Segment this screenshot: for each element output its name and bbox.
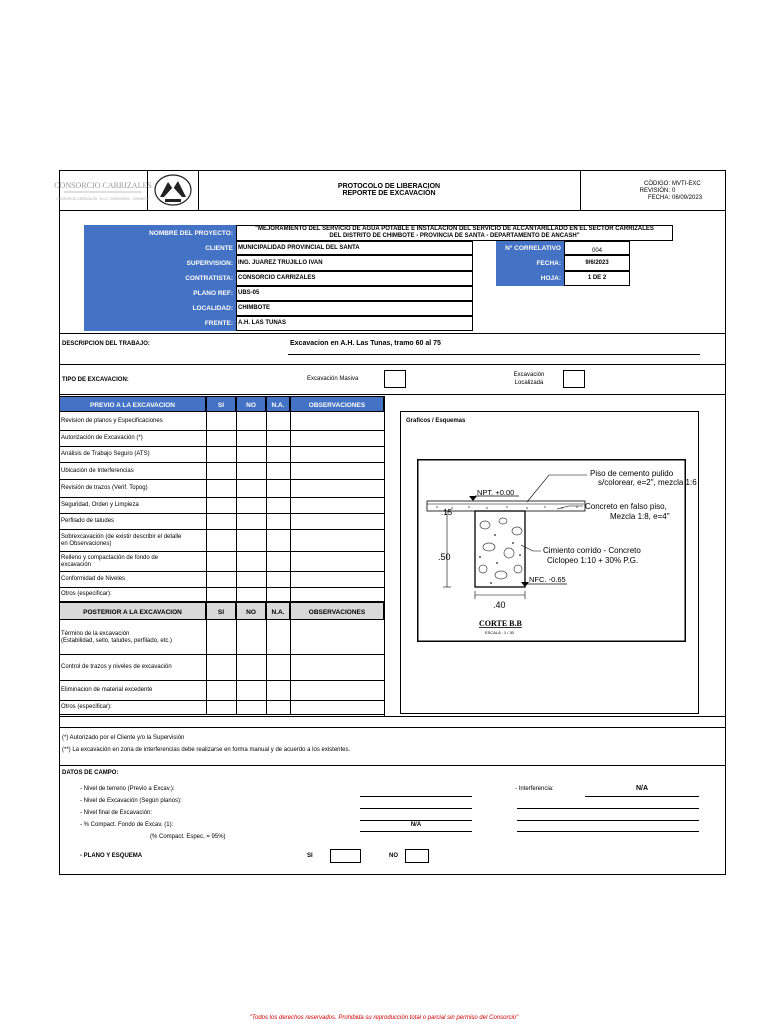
note-2: (**) La excavación en zona de interferencias debe realizarse en forma manual y de acuerdo a los existentes. <box>62 747 351 753</box>
previo-cell-obs[interactable] <box>291 480 383 496</box>
posterior-row-label: Control de trazos y niveles de excavación <box>61 664 172 670</box>
previo-cell-si[interactable] <box>207 514 235 528</box>
corte-title: CORTE B.B <box>479 619 522 628</box>
previo-row-label: Revision de planos y Especificaciones <box>61 418 163 424</box>
municipal-seal-icon <box>152 173 194 207</box>
correlativo-value: 004 <box>591 248 602 254</box>
posterior-header-si: SI <box>206 602 236 620</box>
previo-cell-obs[interactable] <box>291 498 383 512</box>
posterior-cell-si[interactable] <box>207 655 235 679</box>
project-fecha-value: 9/6/2023 <box>585 260 609 266</box>
campo-nivel-excavacion: - Nivel de Excavación (Según planos): <box>80 798 182 804</box>
plano-no-label: NO <box>389 853 398 859</box>
posterior-cell-si[interactable] <box>207 681 235 699</box>
contratista-label: CONTRATISTA: <box>84 271 236 286</box>
posterior-cell-na[interactable] <box>267 621 289 653</box>
previo-cell-si[interactable] <box>207 463 235 478</box>
company-logo <box>54 176 152 206</box>
header-fecha-value: 06/09/2023 <box>672 195 703 201</box>
previo-cell-obs[interactable] <box>291 530 383 550</box>
codigo-label: CÓDIGO: <box>643 181 670 187</box>
previo-cell-no[interactable] <box>237 413 265 429</box>
previo-row-label: Autorización de Excavación (*) <box>61 435 143 441</box>
previo-cell-si[interactable] <box>207 498 235 512</box>
hoja-label: HOJA: <box>496 271 564 286</box>
logo-text: CONSORCIO CARRIZALES <box>54 181 152 190</box>
plano-label: PLANO REF: <box>84 286 236 301</box>
previo-row-label: en Observaciones) <box>61 540 112 547</box>
posterior-cell-obs[interactable] <box>291 681 383 699</box>
posterior-cell-si[interactable] <box>207 701 235 713</box>
previo-cell-na[interactable] <box>267 530 289 550</box>
previo-cell-obs[interactable] <box>291 447 383 461</box>
form-title: PROTOCOLO DE LIBERACION <box>337 183 441 190</box>
posterior-cell-no[interactable] <box>237 681 265 699</box>
posterior-cell-si[interactable] <box>207 621 235 653</box>
posterior-header-na: N.A. <box>266 602 290 620</box>
previo-cell-si[interactable] <box>207 413 235 429</box>
contratista-value: CONSORCIO CARRIZALES <box>238 275 316 281</box>
nombre-proyecto-label: NOMBRE DEL PROYECTO: <box>84 225 236 241</box>
previo-row-label: Otros (especificar): <box>61 591 112 597</box>
posterior-cell-obs[interactable] <box>291 621 383 653</box>
dim-15-text: .15 <box>441 508 453 517</box>
previo-row-label: Conformidad de Niveles <box>61 576 126 582</box>
header-fecha-label: FECHA: <box>647 195 670 201</box>
concreto-text-2: Mezcla 1:8, e=4" <box>610 512 670 521</box>
posterior-cell-no[interactable] <box>237 621 265 653</box>
previo-cell-no[interactable] <box>237 514 265 528</box>
previo-cell-si[interactable] <box>207 572 235 586</box>
posterior-header-item: POSTERIOR A LA EXCAVACION <box>59 602 206 620</box>
previo-cell-obs[interactable] <box>291 413 383 429</box>
previo-cell-no[interactable] <box>237 552 265 570</box>
posterior-cell-na[interactable] <box>267 681 289 699</box>
cimiento-text-1: Cimiento corrido - Concreto <box>543 546 641 555</box>
cliente-value: MUNICIPALIDAD PROVINCIAL DEL SANTA <box>238 245 360 251</box>
previo-header-item: PREVIO A LA EXCAVACION <box>59 396 206 412</box>
previo-cell-no[interactable] <box>237 480 265 496</box>
previo-cell-obs[interactable] <box>291 463 383 478</box>
posterior-cell-obs[interactable] <box>291 701 383 713</box>
previo-cell-no[interactable] <box>237 447 265 461</box>
npt-text: NPT. +0.00 <box>477 488 515 497</box>
previo-cell-si[interactable] <box>207 447 235 461</box>
localidad-label: LOCALIDAD: <box>84 301 236 316</box>
frente-label: FRENTE: <box>84 316 236 331</box>
project-fecha-label: FECHA: <box>496 255 564 271</box>
posterior-cell-na[interactable] <box>267 655 289 679</box>
previo-row-label: Análisis de Trabajo Seguro (ATS) <box>61 451 150 457</box>
posterior-row-label: Eliminacion de material excedente <box>61 687 153 693</box>
row-divider <box>59 714 384 715</box>
previo-cell-obs[interactable] <box>291 588 383 600</box>
posterior-cell-obs[interactable] <box>291 655 383 679</box>
corte-bb-drawing <box>417 459 697 642</box>
previo-cell-na[interactable] <box>267 498 289 512</box>
footer-disclaimer: "Todos los derechos reservados. Prohibida su reproducción total o parcial sin permiso del Consorcio" <box>249 1015 519 1021</box>
form-subtitle: REPORTE DE EXCAVACIÓN <box>342 190 436 197</box>
logo-subtext: CONSORCIO CARRIZALES · R.U.C. 20000000000 · CHIMBOTE <box>56 197 150 201</box>
revision-label: REVISIÓN: <box>639 188 670 194</box>
plano-si-label: SI <box>307 853 313 859</box>
interferencia-label: - Interferencia: <box>515 786 554 792</box>
previo-cell-obs[interactable] <box>291 552 383 570</box>
nfc-text: NFC. -0.65 <box>529 575 566 584</box>
previo-cell-no[interactable] <box>237 498 265 512</box>
descripcion-value: Excavacion en A.H. Las Tunas, tramo 60 al 75 <box>290 340 441 347</box>
previo-cell-si[interactable] <box>207 552 235 570</box>
previo-header-observaciones: OBSERVACIONES <box>290 396 384 412</box>
plano-esquema-label: - PLANO Y ESQUEMA <box>80 853 143 859</box>
posterior-row-label: Término de la excavación <box>61 630 130 637</box>
revision-value: 0 <box>672 188 676 194</box>
masiva-checkbox[interactable] <box>384 370 406 388</box>
campo-compact-espec: (% Compact. Espec. = 95%) <box>150 834 226 840</box>
piso-text-1: Piso de cemento pulido <box>590 469 674 478</box>
previo-cell-na[interactable] <box>267 447 289 461</box>
nombre-proyecto-line2: DEL DISTRITO DE CHIMBOTE - PROVINCIA DE SANTA - DEPARTAMENTO DE ANCASH" <box>329 233 580 239</box>
corte-escala: ESCALA : 1 / 30 <box>485 630 514 635</box>
previo-cell-si[interactable] <box>207 431 235 445</box>
previo-header-si: SI <box>206 396 236 412</box>
previo-cell-no[interactable] <box>237 588 265 600</box>
nombre-proyecto-line1: "MEJORAMIENTO DEL SERVICIO DE AGUA POTABLE E INSTALACION DEL SERVICIO DE ALCANTARILLADO EN EL SECTOR CARRIZALES <box>255 226 654 232</box>
campo-compact: - % Compact. Fondo de Excav. (1): <box>80 822 174 828</box>
previo-cell-si[interactable] <box>207 480 235 496</box>
previo-row-label: Perfilado de taludes <box>61 518 115 524</box>
codigo-value: MVTI-EXC <box>672 181 701 187</box>
supervision-value: ING. JUAREZ TRUJILLO IVAN <box>238 260 323 266</box>
previo-cell-na[interactable] <box>267 463 289 478</box>
previo-header-na: N.A. <box>266 396 290 412</box>
plano-field[interactable] <box>236 286 473 301</box>
previo-row-label: excavación <box>61 561 92 568</box>
posterior-cell-na[interactable] <box>267 701 289 713</box>
table-right-border <box>384 396 385 716</box>
plano-no-checkbox[interactable] <box>405 849 429 863</box>
previo-header-no: NO <box>236 396 266 412</box>
plano-si-checkbox[interactable] <box>330 849 361 863</box>
supervision-label: SUPERVISION: <box>84 255 236 271</box>
previo-row-label: Ubicación de Interferencias <box>61 467 134 474</box>
campo-nivel-final: - Nivel final de Excavación: <box>80 810 153 816</box>
previo-cell-si[interactable] <box>207 530 235 550</box>
interferencia-value: N/A <box>635 785 649 792</box>
hoja-value: 1 DE 2 <box>587 275 607 281</box>
posterior-header-observaciones: OBSERVACIONES <box>290 602 384 620</box>
localizada-label-1: Excavación <box>513 372 545 378</box>
previo-cell-na[interactable] <box>267 431 289 445</box>
previo-row-label: Revisión de trazos (Verif. Topog) <box>61 485 148 491</box>
campo-compact-value: N/A <box>410 822 422 828</box>
piso-text-2: s/colorear, e=2", mezcla 1:6 <box>598 478 697 487</box>
campo-label: DATOS DE CAMPO: <box>62 770 119 776</box>
cimiento-text-2: Ciclopeo 1:10 + 30% P.G. <box>547 556 639 565</box>
posterior-row-label: Otros (especificar): <box>61 704 112 710</box>
localidad-field[interactable] <box>236 301 473 316</box>
previo-row-label: Relleno y compactación de fondo de <box>61 554 159 561</box>
previo-cell-obs[interactable] <box>291 572 383 586</box>
previo-cell-na[interactable] <box>267 413 289 429</box>
previo-cell-obs[interactable] <box>291 431 383 445</box>
tipo-label: TIPO DE EXCAVACION: <box>62 377 129 383</box>
previo-cell-na[interactable] <box>267 514 289 528</box>
previo-cell-no[interactable] <box>237 463 265 478</box>
localizada-checkbox[interactable] <box>563 370 585 388</box>
previo-cell-na[interactable] <box>267 552 289 570</box>
posterior-cell-no[interactable] <box>237 701 265 713</box>
plano-value: UBS-05 <box>238 290 260 296</box>
graficos-label: Graficos / Esquemas <box>406 418 466 424</box>
concreto-text-1: Concreto en falso piso, <box>585 502 667 511</box>
localizada-label-2: Localizada <box>514 380 544 386</box>
previo-cell-no[interactable] <box>237 530 265 550</box>
frente-value: A.H. LAS TUNAS <box>238 320 286 326</box>
previo-row-label: Seguridad, Orden y Limpieza <box>61 502 139 508</box>
previo-cell-na[interactable] <box>267 572 289 586</box>
posterior-header-no: NO <box>236 602 266 620</box>
posterior-cell-no[interactable] <box>237 655 265 679</box>
previo-cell-obs[interactable] <box>291 514 383 528</box>
cliente-label: CLIENTE <box>84 241 236 255</box>
descripcion-label: DESCRIPCION DEL TRABAJO: <box>62 341 150 347</box>
previo-row-label: Sobrexcavación (de existir describir el detalle <box>61 533 182 540</box>
previo-cell-si[interactable] <box>207 588 235 600</box>
localidad-value: CHIMBOTE <box>238 305 270 311</box>
campo-nivel-terreno: - Nivel de terreno (Previo a Excav.): <box>80 786 175 792</box>
previo-cell-na[interactable] <box>267 588 289 600</box>
previo-cell-na[interactable] <box>267 480 289 496</box>
note-1: (*) Autorizado por el Cliente y/o la Supervisión <box>62 735 185 741</box>
masiva-label: Excavación Masiva <box>307 376 359 382</box>
correlativo-label: N° CORRELATIVO <box>496 241 564 255</box>
previo-cell-no[interactable] <box>237 431 265 445</box>
dim-40-text: .40 <box>493 600 506 610</box>
dim-50-text: .50 <box>438 552 451 562</box>
previo-cell-no[interactable] <box>237 572 265 586</box>
posterior-row-label: (Estabilidad, sello, taludes, perfilado, etc.) <box>61 637 173 644</box>
